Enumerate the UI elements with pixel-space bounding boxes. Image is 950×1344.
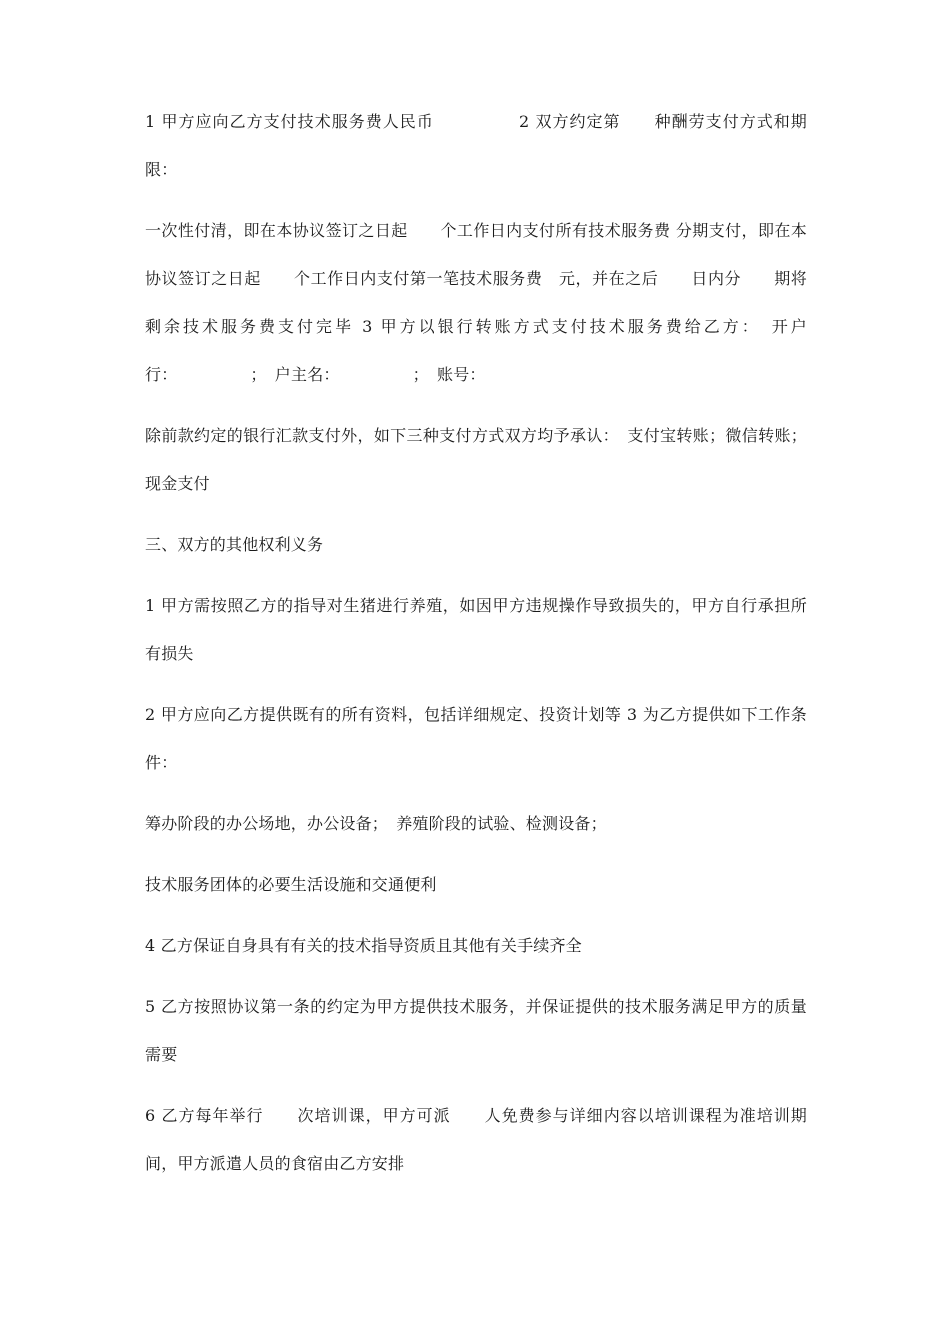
paragraph-clause-1: 1 甲方需按照乙方的指导对生猪进行养殖，如因甲方违规操作导致损失的，甲方自行承担所有损失 xyxy=(145,596,807,663)
section-heading-other-rights: 三、双方的其他权利义务 xyxy=(145,535,324,554)
paragraph-clause-6: 6 乙方每年举行 次培训课，甲方可派 人免费参与详细内容以培训课程为准培训期间，甲方派遣人员的食宿由乙方安排 xyxy=(145,1106,807,1173)
paragraph-payment-schedule: 一次性付清，即在本协议签订之日起 个工作日内支付所有技术服务费 分期支付，即在本协议签订之日起 个工作日内支付第一笔技术服务费 元，并在之后 日内分 期将剩余技术服务费支付完毕 3 甲方以银行转账方式支付技术服务费给乙方： 开户行： ； 户主名： ； 账号： xyxy=(145,221,807,384)
paragraph-clause-2-3: 2 甲方应向乙方提供既有的所有资料，包括详细规定、投资计划等 3 为乙方提供如下工作条件： xyxy=(145,705,807,772)
paragraph-other-payment-methods: 除前款约定的银行汇款支付外，如下三种支付方式双方均予承认： 支付宝转账；微信转账；现金支付 xyxy=(145,426,807,493)
paragraph-work-conditions-b: 技术服务团体的必要生活设施和交通便利 xyxy=(145,875,437,894)
paragraph-clause-5: 5 乙方按照协议第一条的约定为甲方提供技术服务，并保证提供的技术服务满足甲方的质量需要 xyxy=(145,997,807,1064)
paragraph-work-conditions-a: 筹办阶段的办公场地，办公设备； 养殖阶段的试验、检测设备； xyxy=(145,814,607,833)
paragraph-payment-terms: 1 甲方应向乙方支付技术服务费人民币 2 双方约定第 种酬劳支付方式和期限： xyxy=(145,112,807,179)
document-page xyxy=(145,98,807,1201)
paragraph-clause-4: 4 乙方保证自身具有有关的技术指导资质且其他有关手续齐全 xyxy=(145,936,582,955)
